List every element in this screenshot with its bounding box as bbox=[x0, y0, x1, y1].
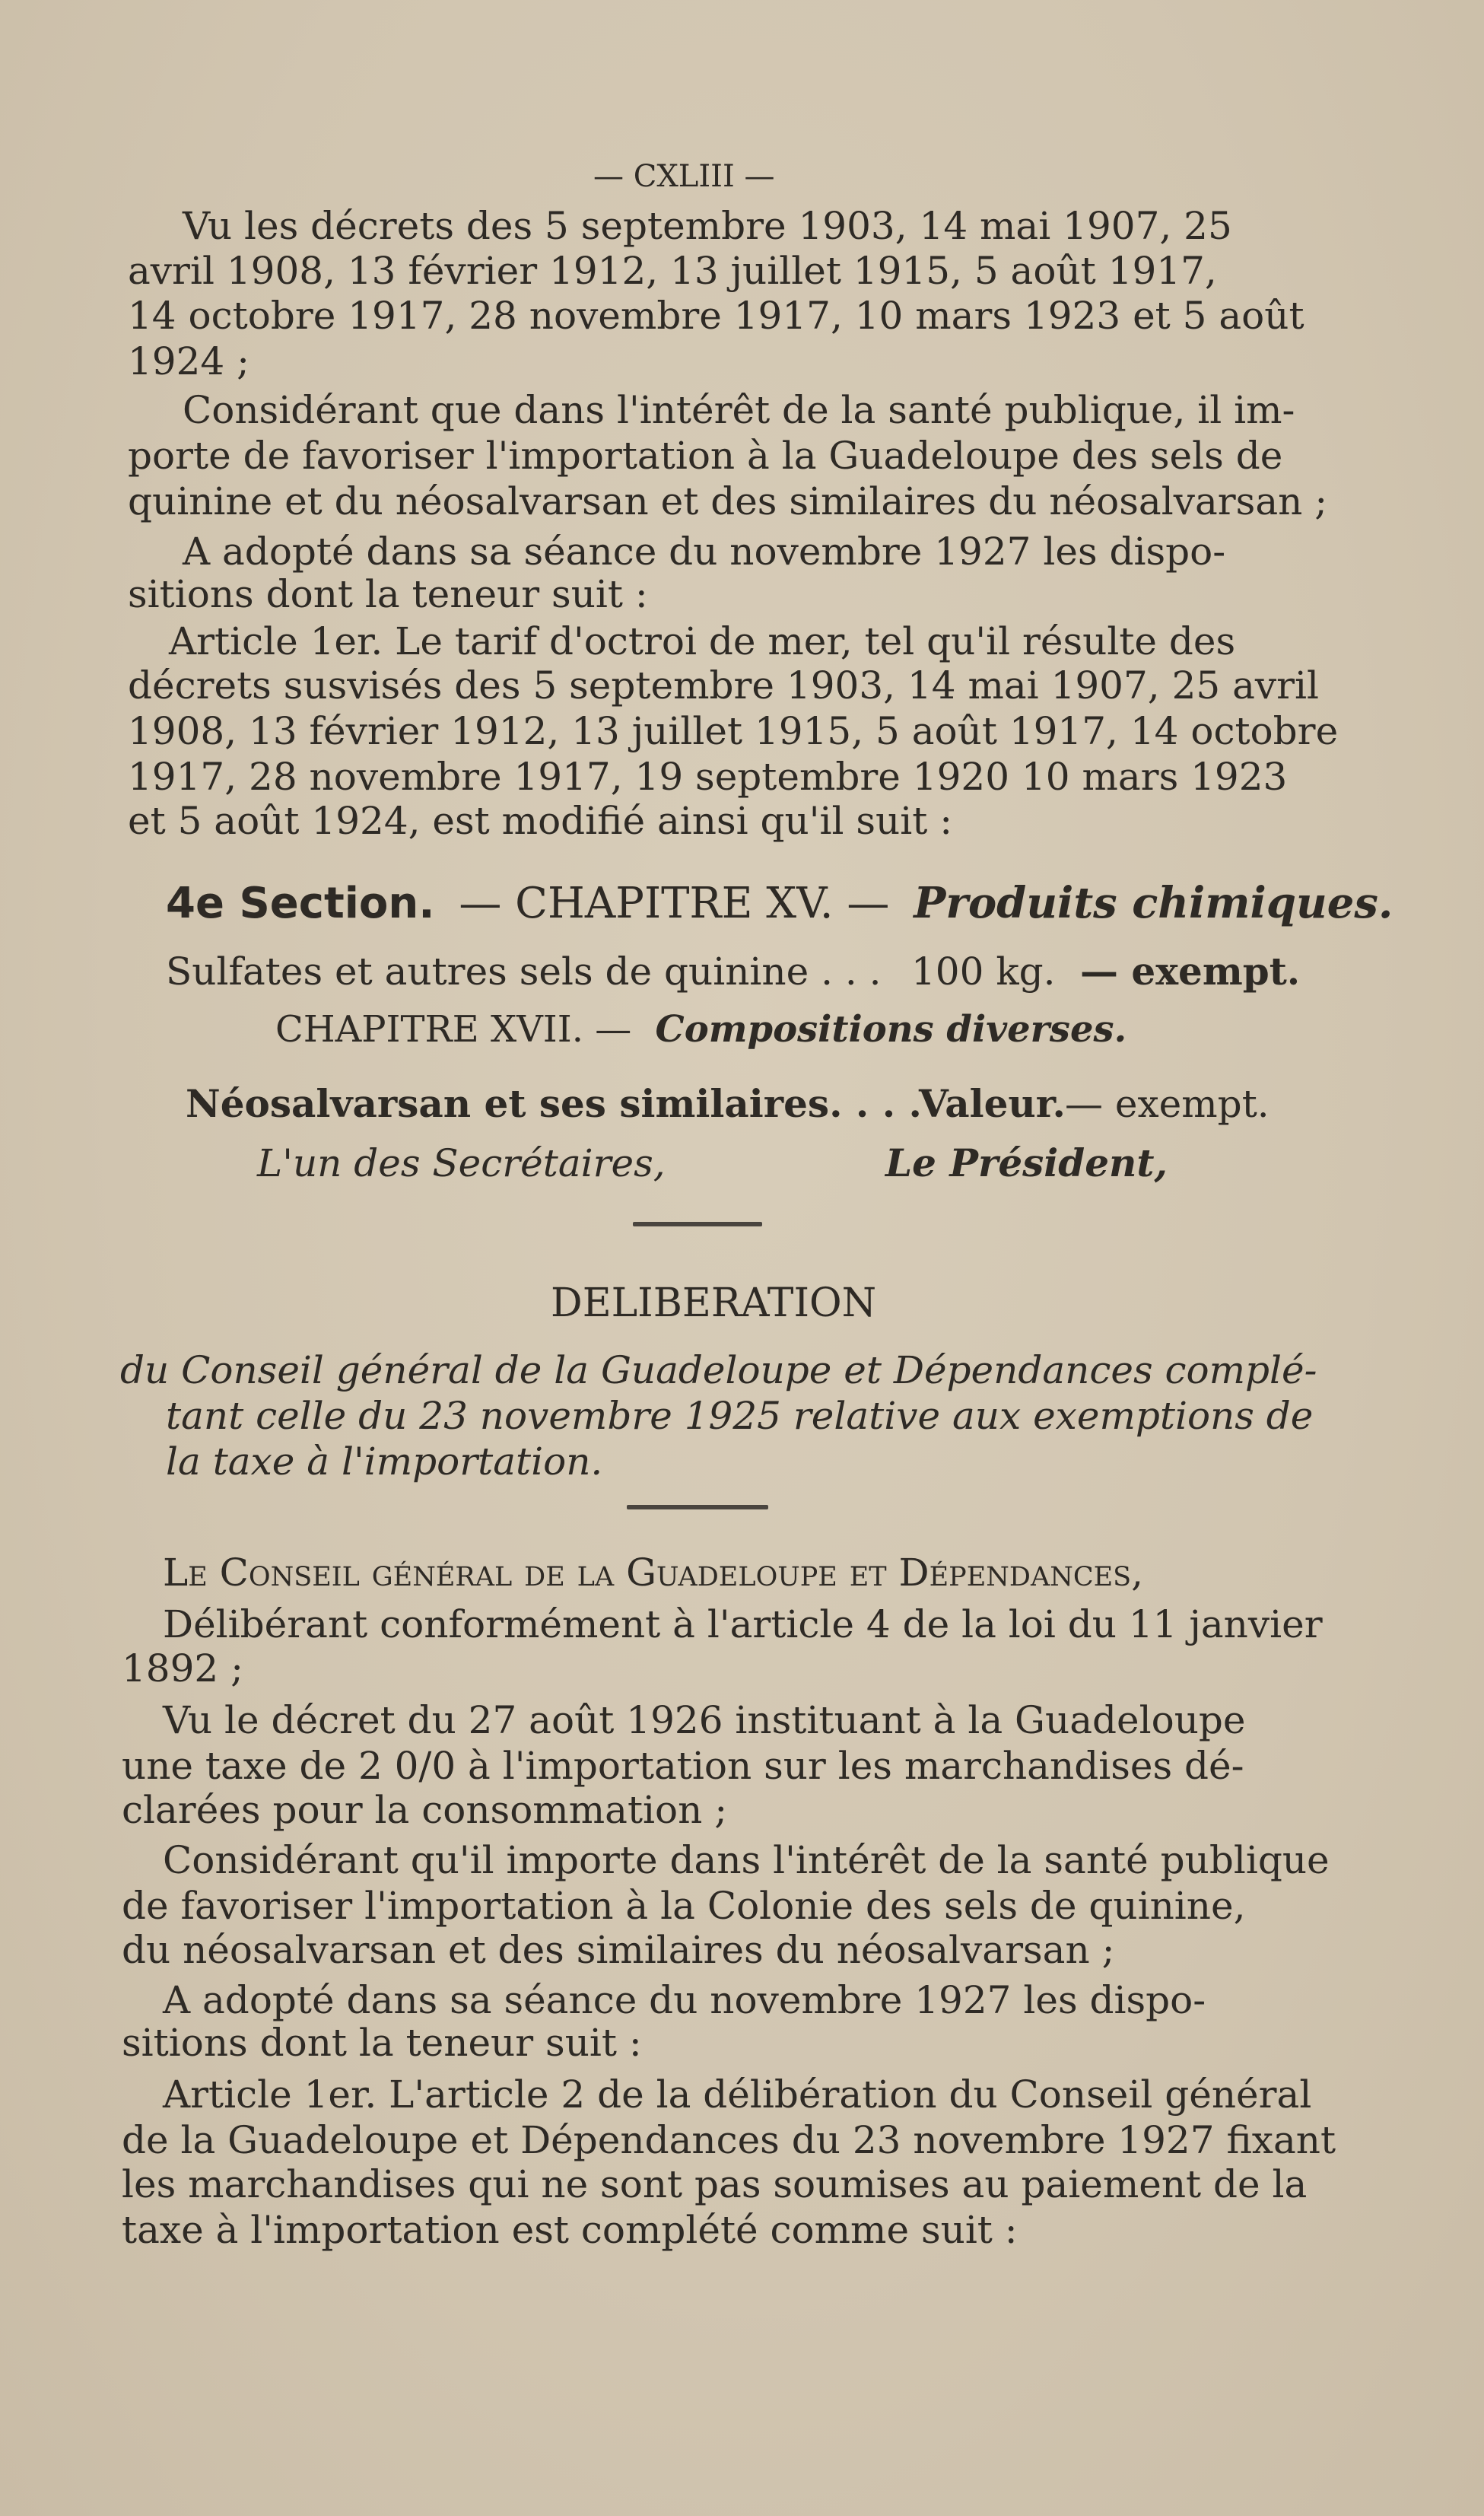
text-line: de la Guadeloupe et Dépendances du 23 novembre 1927 fixant bbox=[122, 2118, 1336, 2162]
section-label: 4e Section. bbox=[166, 879, 435, 928]
text-line: Vu le décret du 27 août 1926 instituant à la Guadeloupe bbox=[163, 1698, 1246, 1742]
page-number: — CXLIII — bbox=[593, 159, 775, 194]
text-line: sitions dont la teneur suit : bbox=[122, 2021, 642, 2065]
divider bbox=[633, 1222, 762, 1226]
section-title: Produits chimiques. bbox=[914, 878, 1393, 928]
chapter-label: CHAPITRE XVII. — bbox=[275, 1008, 632, 1051]
text-line: 1908, 13 février 1912, 13 juillet 1915, 5 août 1917, 14 octobre bbox=[128, 709, 1339, 753]
tariff-row-status: — exempt. bbox=[1065, 1082, 1270, 1126]
text-line: clarées pour la consommation ; bbox=[122, 1788, 728, 1832]
text-line: Article 1er. L'article 2 de la délibération du Conseil général bbox=[163, 2072, 1312, 2117]
text-line: une taxe de 2 0/0 à l'importation sur les marchandises dé- bbox=[122, 1744, 1244, 1788]
deliberation-heading: DELIBERATION bbox=[551, 1280, 877, 1326]
text-line: Considérant qu'il importe dans l'intérêt de la santé publique bbox=[163, 1838, 1330, 1882]
tariff-row-item: Néosalvarsan et ses similaires. . . . bbox=[186, 1081, 922, 1126]
subheading-line: la taxe à l'importation. bbox=[166, 1439, 603, 1484]
text-line: Vu les décrets des 5 septembre 1903, 14 mai 1907, 25 bbox=[183, 204, 1232, 248]
signature-right: Le Président, bbox=[885, 1140, 1168, 1185]
text-line: et 5 août 1924, est modifié ainsi qu'il suit : bbox=[128, 799, 953, 843]
text-line: 1924 ; bbox=[128, 339, 249, 383]
tariff-row-status: — exempt. bbox=[1080, 949, 1301, 994]
text-line: du néosalvarsan et des similaires du néosalvarsan ; bbox=[122, 1928, 1115, 1972]
text-line: 14 octobre 1917, 28 novembre 1917, 10 mars 1923 et 5 août bbox=[128, 294, 1304, 338]
text-line: Article 1er. Le tarif d'octroi de mer, tel qu'il résulte des bbox=[169, 619, 1236, 663]
tariff-row-unit: Valeur. bbox=[919, 1081, 1066, 1126]
tariff-row-item: Sulfates et autres sels de quinine . . . bbox=[166, 949, 882, 994]
text-line: Considérant que dans l'intérêt de la santé publique, il im- bbox=[183, 388, 1295, 432]
text-line: quinine et du néosalvarsan et des similaires du néosalvarsan ; bbox=[128, 479, 1328, 523]
signature-left: L'un des Secrétaires, bbox=[257, 1141, 666, 1185]
text-line: Le Conseil général de la Guadeloupe et Dépendances, bbox=[163, 1551, 1144, 1595]
text-line: 1917, 28 novembre 1917, 19 septembre 1920 10 mars 1923 bbox=[128, 755, 1288, 799]
text-line: sitions dont la teneur suit : bbox=[128, 572, 648, 616]
chapter-title: Compositions diverses. bbox=[655, 1008, 1127, 1051]
subheading-line: tant celle du 23 novembre 1925 relative aux exemptions de bbox=[166, 1394, 1314, 1438]
text-line: porte de favoriser l'importation à la Guadeloupe des sels de bbox=[128, 434, 1283, 478]
text-line: de favoriser l'importation à la Colonie des sels de quinine, bbox=[122, 1884, 1246, 1928]
text-line: taxe à l'importation est complété comme suit : bbox=[122, 2208, 1018, 2252]
section-chapter: — CHAPITRE XV. — bbox=[459, 879, 890, 928]
text-line: A adopté dans sa séance du novembre 1927 les dispo- bbox=[183, 530, 1226, 574]
chapter-heading bbox=[275, 1007, 1127, 1051]
section-heading bbox=[166, 878, 1393, 928]
text-line: 1892 ; bbox=[122, 1646, 243, 1691]
tariff-row-unit: 100 kg. bbox=[911, 949, 1056, 994]
text-line: les marchandises qui ne sont pas soumises au paiement de la bbox=[122, 2162, 1308, 2206]
divider bbox=[627, 1505, 768, 1509]
text-line: Délibérant conformément à l'article 4 de la loi du 11 janvier bbox=[163, 1602, 1323, 1646]
text-line: A adopté dans sa séance du novembre 1927 les dispo- bbox=[163, 1978, 1206, 2022]
text-line: décrets susvisés des 5 septembre 1903, 14 mai 1907, 25 avril bbox=[128, 663, 1320, 708]
text-line: avril 1908, 13 février 1912, 13 juillet 1915, 5 août 1917, bbox=[128, 249, 1217, 293]
subheading-line: du Conseil général de la Guadeloupe et Dépendances complé- bbox=[120, 1348, 1317, 1392]
